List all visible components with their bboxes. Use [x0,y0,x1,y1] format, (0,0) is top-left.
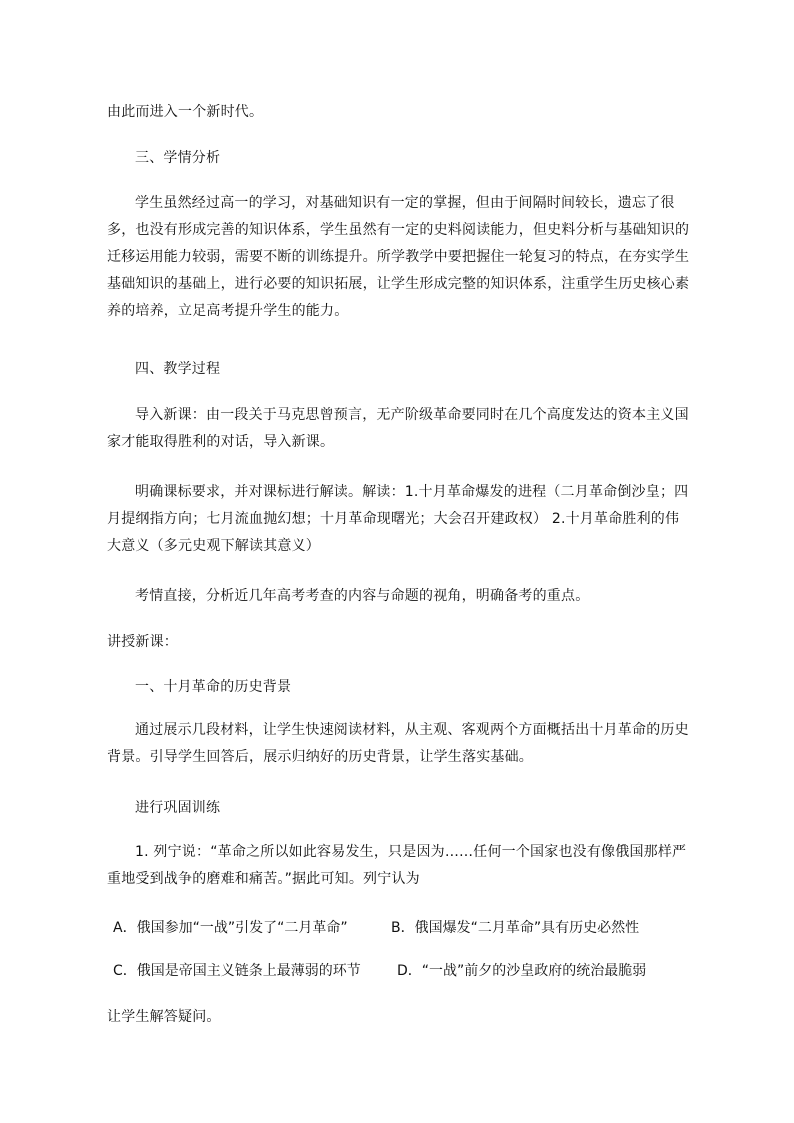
paragraph-student-analysis: 学生虽然经过高一的学习，对基础知识有一定的掌握，但由于间隔时间较长，遗忘了很多，也没有形成完善的知识体系，学生虽然有一定的史料阅读能力，但史料分析与基础知识的迁移运用能力较弱，需要不断的训练提升。所学教学中要把握住一轮复习的特点，在夯实学生基础知识的基础上，进行必要的知识拓展，让学生形成完整的知识体系，注重学生历史核心素养的培养，立足高考提升学生的能力。 [107,195,690,319]
option-b: B．俄国爆发“二月革命”具有历史必然性 [391,920,640,936]
paragraph-intro-end: 由此而进入一个新时代。 [107,104,264,120]
question-1-options-row-2 [113,958,647,985]
paragraph-exam-analysis: 考情直接，分析近几年高考考查的内容与命题的视角，明确备考的重点。 [135,588,590,604]
heading-new-lesson: 讲授新课： [107,634,178,650]
heading-practice: 进行巩固训练 [135,800,221,816]
paragraph-closing: 让学生解答疑问。 [107,1009,221,1025]
section-heading-student-analysis: 三、学情分析 [135,150,221,166]
option-a: A．俄国参加“一战”引发了“二月革命” [113,920,348,936]
question-1-stem: 1. 列宁说：“革命之所以如此容易发生，只是因为……任何一个国家也没有像俄国那样严重地受到战争的磨难和痛苦。”据此可知。列宁认为 [107,844,687,887]
paragraph-background-materials: 通过展示几段材料，让学生快速阅读材料，从主观、客观两个方面概括出十月革命的历史背景。引导学生回答后，展示归纳好的历史背景，让学生落实基础。 [107,722,689,765]
paragraph-lesson-intro: 导入新课：由一段关于马克思曾预言，无产阶级革命要同时在几个高度发达的资本主义国家才能取得胜利的对话，导入新课。 [107,407,689,450]
section-heading-background: 一、十月革命的历史背景 [135,679,292,695]
option-c: C．俄国是帝国主义链条上最薄弱的环节 [113,963,361,979]
option-d: D．“一战”前夕的沙皇政府的统治最脆弱 [397,963,647,979]
question-1-options-row-1 [113,915,640,942]
section-heading-teaching-process: 四、教学过程 [135,361,221,377]
paragraph-curriculum-standard: 明确课标要求，并对课标进行解读。解读：1.十月革命爆发的进程（二月革命倒沙皇；四月提纲指方向；七月流血抛幻想；十月革命现曙光；大会召开建政权） 2.十月革命胜利的伟大意义（多元史观下解读其意义） [107,484,689,554]
